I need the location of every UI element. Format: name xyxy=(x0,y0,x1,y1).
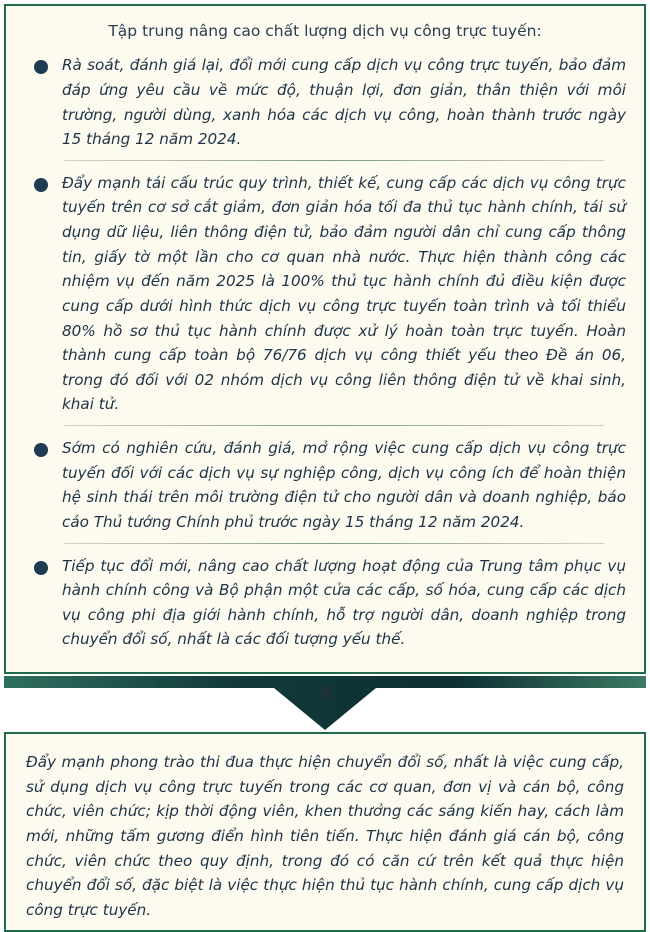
bottom-content-panel xyxy=(4,732,646,932)
bullet-text: Sớm có nghiên cứu, đánh giá, mở rộng việc cung cấp dịch vụ công trực tuyến đối với các dịch vụ sự nghiệp công, dịch vụ công ích để hoàn thiện hệ sinh thái trên môi trường điện tử cho người dân và doanh nghiệp, báo cáo Thủ tướng Chính phủ trước ngày 15 tháng 12 năm 2024. xyxy=(62,439,626,531)
bullet-text: Tiếp tục đổi mới, nâng cao chất lượng hoạt động của Trung tâm phục vụ hành chính công và Bộ phận một cửa các cấp, số hóa, cung cấp các dịch vụ công phi địa giới hành chính, hỗ trợ người dân, doanh nghiệp trong chuyển đổi số, nhất là các đối tượng yếu thế. xyxy=(62,556,626,649)
bullet-dot-icon xyxy=(34,561,48,575)
bullet-list xyxy=(24,53,626,652)
section-intro-text: Tập trung nâng cao chất lượng dịch vụ công trực tuyến: xyxy=(108,22,542,40)
divider xyxy=(64,160,604,161)
bottom-paragraph: Đẩy mạnh phong trào thi đua thực hiện chuyển đổi số, nhất là việc cung cấp, sử dụng dịch vụ công trực tuyến trong các cơ quan, đơn vị và cán bộ, công chức, viên chức; kịp thời động viên, khen thưởng các sáng kiến hay, cách làm mới, những tấm gương điển hình tiên tiến. Thực hiện đánh giá cán bộ, công chức, viên chức theo quy định, trong đó có căn cứ trên kết quả thực hiện chuyển đổi số, đặc biệt là việc thực hiện thủ tục hành chính, cung cấp dịch vụ công trực tuyến. xyxy=(26,753,624,919)
list-item xyxy=(24,171,626,417)
bullet-dot-icon xyxy=(34,178,48,192)
bullet-dot-icon xyxy=(34,443,48,457)
top-content-panel xyxy=(4,4,646,674)
arrow-connector xyxy=(4,674,646,732)
list-item xyxy=(24,554,626,653)
list-item xyxy=(24,436,626,535)
divider xyxy=(64,543,604,544)
divider xyxy=(64,425,604,426)
bullet-text: Đẩy mạnh tái cấu trúc quy trình, thiết kế, cung cấp các dịch vụ công trực tuyến trên cơ sở cắt giảm, đơn giản hóa tối đa thủ tục hành chính, tái sử dụng dữ liệu, liên thông điện tử, bảo đảm người dân chỉ cung cấp thông tin, giấy tờ một lần cho cơ quan nhà nước. Thực hiện thành công các nhiệm vụ đến năm 2025 là 100% thủ tục hành chính đủ điều kiện được cung cấp dưới hình thức dịch vụ công trực tuyến toàn trình và tối thiểu 80% hồ sơ thủ tục hành chính được xử lý hoàn toàn trực tuyến. Hoàn thành cung cấp toàn bộ 76/76 dịch vụ công thiết yếu theo Đề án 06, trong đó đối với 02 nhóm dịch vụ công liên thông điện tử về khai sinh, khai tử. xyxy=(62,173,626,414)
bullet-dot-icon xyxy=(34,60,48,74)
list-item xyxy=(24,53,626,152)
step-number: 4 xyxy=(318,682,332,704)
bullet-text: Rà soát, đánh giá lại, đổi mới cung cấp dịch vụ công trực tuyến, bảo đảm đáp ứng yêu cầu về mức độ, thuận lợi, đơn giản, thân thiện với môi trường, người dùng, xanh hóa các dịch vụ công, hoàn thành trước ngày 15 tháng 12 năm 2024. xyxy=(62,56,626,149)
